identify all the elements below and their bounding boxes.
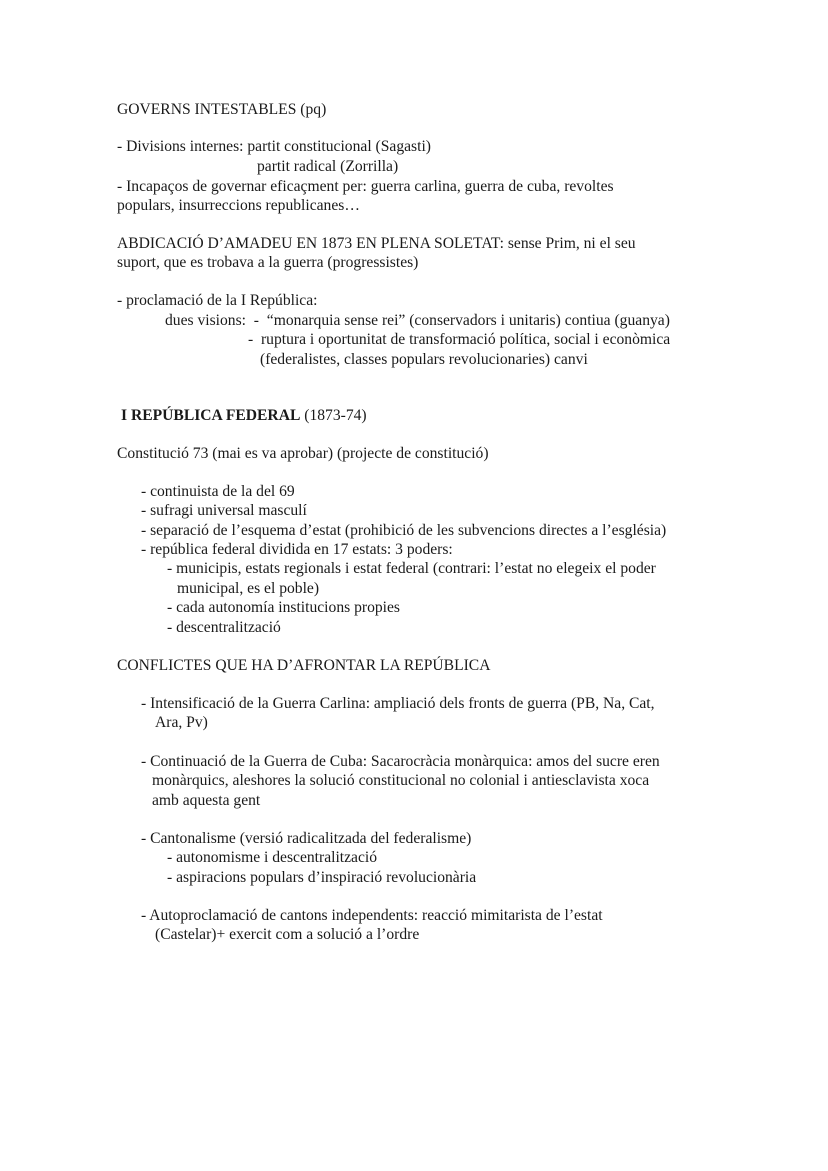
republica-title-years: (1873-74) [300, 407, 367, 424]
constitucio-item-2: - sufragi universal masculí [141, 502, 307, 519]
carlina-line-1: - Intensificació de la Guerra Carlina: ampliació dels fronts de guerra (PB, Na, Cat, [141, 695, 655, 712]
constitucio-item-4: - república federal dividida en 17 estats: 3 poders: [141, 541, 453, 558]
poders-subitem-1-line-1: - municipis, estats regionals i estat federal (contrari: l’estat no elegeix el poder [167, 560, 656, 577]
autoproclamacio-line-2: (Castelar)+ exercit com a solució a l’ordre [155, 926, 420, 943]
constitucio-item-3: - separació de l’esquema d’estat (prohibició de les subvencions directes a l’església) [141, 522, 667, 539]
cuba-line-2: monàrquics, aleshores la solució constitucional no colonial i antiesclavista xoca [152, 772, 650, 789]
incapacos-line-1: - Incapaços de governar eficaçment per: guerra carlina, guerra de cuba, revoltes [117, 178, 614, 195]
incapacos-line-2: populars, insurreccions republicanes… [117, 197, 360, 214]
carlina-line-2: Ara, Pv) [155, 714, 208, 731]
republica-title [121, 406, 367, 426]
divisions-line-2: partit radical (Zorrilla) [257, 158, 399, 175]
poders-subitem-1-line-2: municipal, es el poble) [177, 580, 320, 597]
republica-title-bold: I REPÚBLICA FEDERAL [121, 407, 301, 424]
divisions-line-1: - Divisions internes: partit constitucional (Sagasti) [117, 138, 431, 155]
governs-heading: GOVERNS INTESTABLES (pq) [117, 101, 327, 118]
visions-line-1: dues visions: - “monarquia sense rei” (conservadors i unitaris) contiua (guanya) [165, 312, 670, 329]
visions-line-3: (federalistes, classes populars revolucionaries) canvi [260, 351, 588, 368]
abdicacio-line-1: ABDICACIÓ D’AMADEU EN 1873 EN PLENA SOLETAT: sense Prim, ni el seu [117, 235, 636, 252]
cuba-line-3: amb aquesta gent [152, 792, 261, 809]
cantonalisme-sub-2: - aspiracions populars d’inspiració revolucionària [167, 869, 477, 886]
cuba-line-1: - Continuació de la Guerra de Cuba: Sacarocràcia monàrquica: amos del sucre eren [141, 753, 660, 770]
constitucio-item-1: - continuista de la del 69 [141, 483, 295, 500]
poders-subitem-2: - cada autonomía institucions propies [167, 599, 400, 616]
constitucio-line: Constitució 73 (mai es va aprobar) (projecte de constitució) [117, 445, 489, 462]
conflictes-heading: CONFLICTES QUE HA D’AFRONTAR LA REPÚBLICA [117, 657, 491, 674]
autoproclamacio-line-1: - Autoproclamació de cantons independents: reacció mimitarista de l’estat [141, 907, 603, 924]
proclamacio-line: - proclamació de la I República: [117, 292, 318, 309]
poders-subitem-3: - descentralització [167, 619, 281, 636]
visions-line-2: - ruptura i oportunitat de transformació política, social i econòmica [248, 331, 671, 348]
abdicacio-line-2: suport, que es trobava a la guerra (progressistes) [117, 254, 419, 271]
cantonalisme-heading: - Cantonalisme (versió radicalitzada del federalisme) [141, 830, 472, 847]
cantonalisme-sub-1: - autonomisme i descentralització [167, 849, 378, 866]
